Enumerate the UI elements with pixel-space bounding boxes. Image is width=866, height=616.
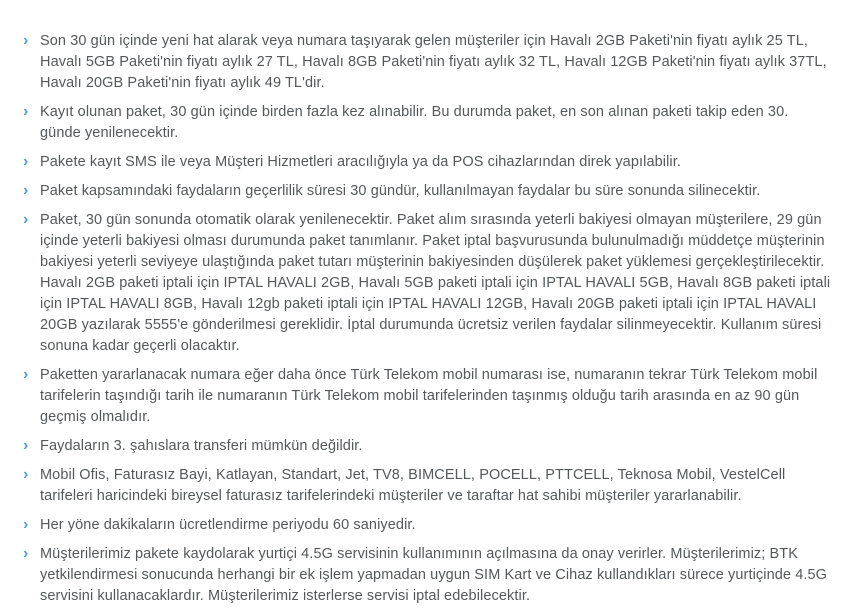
list-item: [21, 210, 832, 357]
list-item: [21, 365, 832, 428]
list-item-text: Kayıt olunan paket, 30 gün içinde birden fazla kez alınabilir. Bu durumda paket, en son alınan paketi takip eden 30. günde yenilenecektir.: [40, 104, 789, 141]
chevron-right-icon: ›: [23, 466, 29, 483]
chevron-right-icon: ›: [23, 32, 29, 49]
chevron-right-icon: ›: [23, 437, 29, 454]
list-item: [21, 436, 832, 457]
list-item: [21, 465, 832, 507]
chevron-right-icon: ›: [23, 516, 29, 533]
list-item: [21, 152, 832, 173]
list-item-text: Paket kapsamındaki faydaların geçerlilik süresi 30 gündür, kullanılmayan faydalar bu süre sonunda silinecektir.: [40, 183, 761, 199]
list-item-text: Faydaların 3. şahıslara transferi mümkün değildir.: [40, 438, 363, 454]
list-item: [21, 181, 832, 202]
list-item: [21, 515, 832, 536]
chevron-right-icon: ›: [23, 211, 29, 228]
list-item-text: Her yöne dakikaların ücretlendirme periyodu 60 saniyedir.: [40, 517, 416, 533]
chevron-right-icon: ›: [23, 366, 29, 383]
list-item-text: Pakete kayıt SMS ile veya Müşteri Hizmetleri aracılığıyla ya da POS cihazlarından direk yapılabilir.: [40, 154, 682, 170]
list-item-text: Son 30 gün içinde yeni hat alarak veya numara taşıyarak gelen müşteriler için Havalı 2GB Paketi'nin fiyatı aylık 25 TL, Havalı 5GB Paketi'nin fiyatı aylık 27 TL, Havalı 8GB Paketi'nin fiyatı aylık 32 TL, Havalı 12GB Paketi'nin fiyatı aylık 37TL, Havalı 20GB Paketi'nin fiyatı aylık 49 TL'dir.: [40, 33, 827, 91]
list-item-text: Paket, 30 gün sonunda otomatik olarak yenilenecektir. Paket alım sırasında yeterli bakiyesi olmayan müşterilere, 29 gün içinde yeterli bakiyesi olması durumunda paket tanımlanır. Paket iptal başvurusunda bulunulmadığı müddetçe müşterinin bakiyesi yeterli seviyeye ulaştığında paket tutarı müşterinin bakiyesinden düşülerek paket yüklemesi gerçekleştirilecektir. Havalı 2GB paketi iptali için IPTAL HAVALI 2GB, Havalı 5GB paketi iptali için IPTAL HAVALI 5GB, Havalı 8GB paketi iptali için IPTAL HAVALI 8GB, Havalı 12gb paketi iptali için IPTAL HAVALI 12GB, Havalı 20GB paketi iptali için IPTAL HAVALI 20GB yazılarak 5555'e gönderilmesi gereklidir. İptal durumunda ücretsiz verilen faydalar silinmeyecektir. Kullanım süresi sonuna kadar geçerli olacaktır.: [40, 212, 831, 354]
chevron-right-icon: ›: [23, 545, 29, 562]
list-item: [21, 544, 832, 607]
list-item-text: Müşterilerimiz pakete kaydolarak yurtiçi 4.5G servisinin kullanımının açılmasına da onay verirler. Müşterilerimiz; BTK yetkilendirmesi sonucunda herhangi bir ek işlem yapmadan uygun SIM Kart ve Cihaz kullandıkları sürece yurtiçinde 4.5G servisini kullanacaklardır. Müşterilerimiz isterlerse servisi iptal edebilecektir.: [40, 546, 828, 604]
list-item-text: Paketten yararlanacak numara eğer daha önce Türk Telekom mobil numarası ise, numaranın tekrar Türk Telekom mobil tarifelerin taşındığı tarih ile numaranın Türk Telekom mobil tarifelerinden taşınmış olduğu tarih arasında en az 90 gün geçmiş olmalıdır.: [40, 367, 818, 425]
chevron-right-icon: ›: [23, 103, 29, 120]
chevron-right-icon: ›: [23, 182, 29, 199]
list-item: [21, 31, 832, 94]
chevron-right-icon: ›: [23, 153, 29, 170]
list-item-text: Mobil Ofis, Faturasız Bayi, Katlayan, Standart, Jet, TV8, BIMCELL, POCELL, PTTCELL, Teknosa Mobil, VestelCell tarifeleri haricindeki bireysel faturasız tarifelerindeki müşteriler ve taraftar hat sahibi müşteriler yararlanabilir.: [40, 467, 786, 504]
list-item: [21, 102, 832, 144]
